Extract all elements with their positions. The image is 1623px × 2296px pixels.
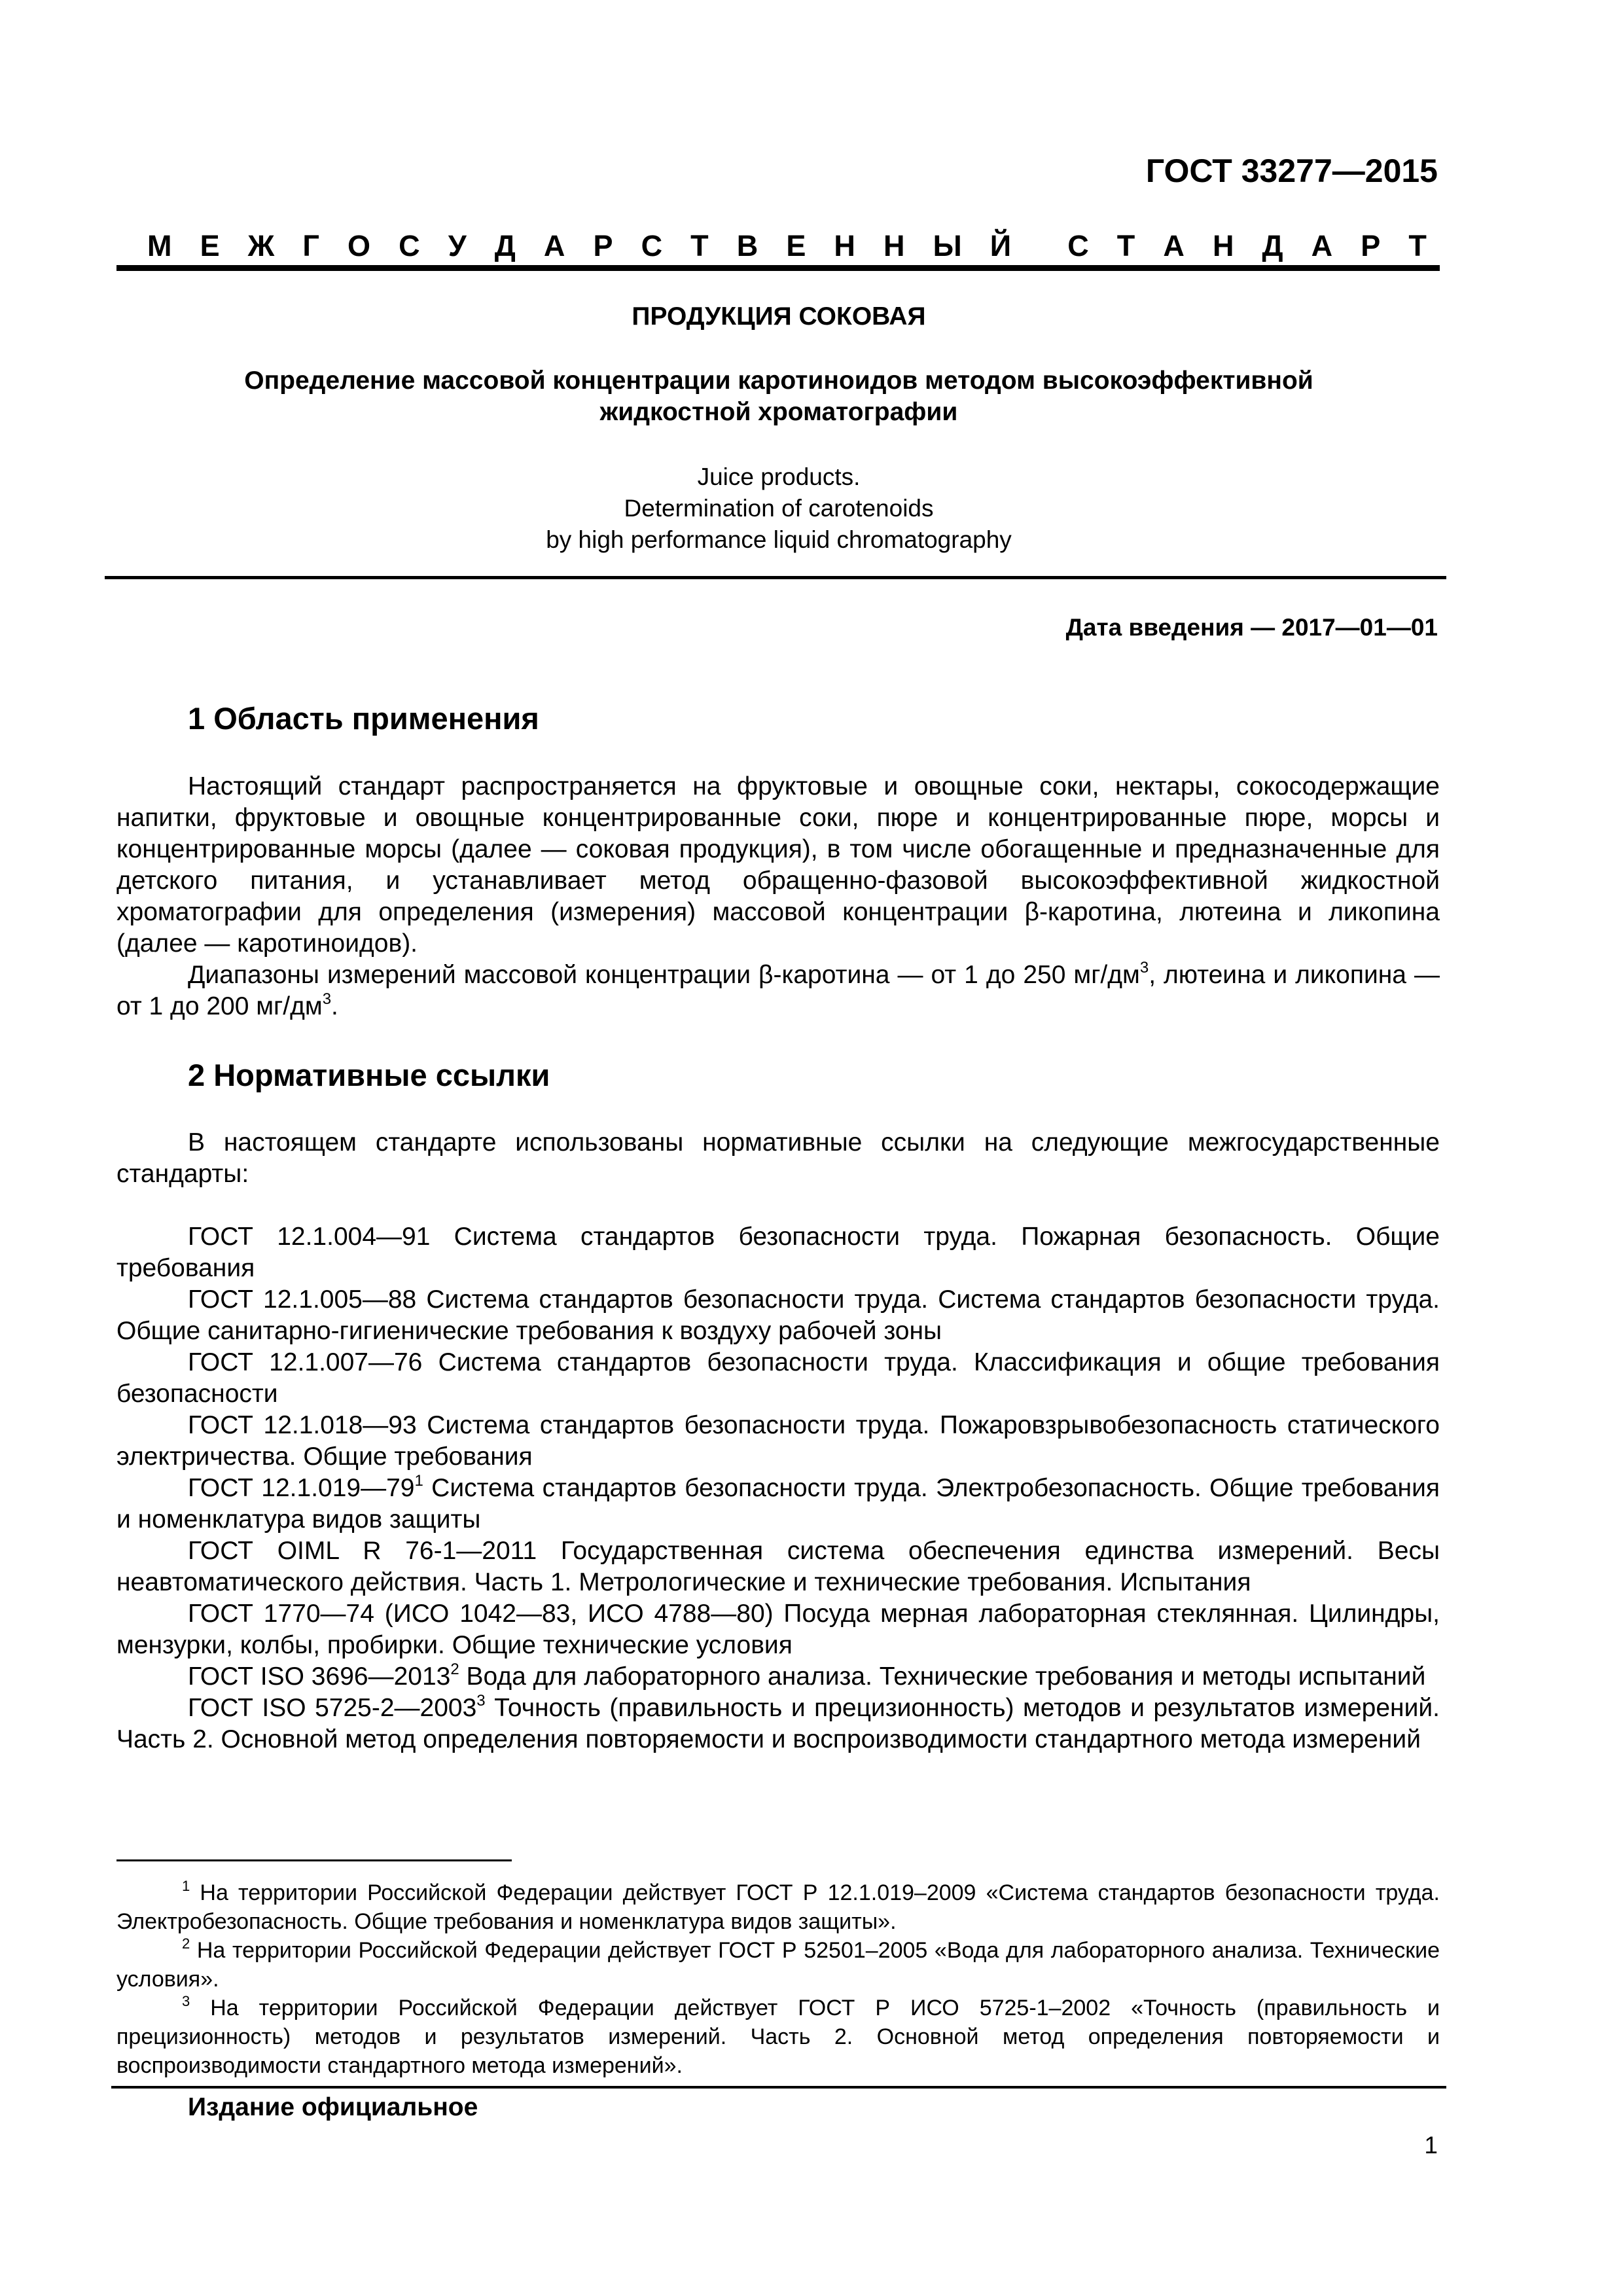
banner-letter: С [1067,229,1089,262]
reference-item: ГОСТ 1770—74 (ИСО 1042—83, ИСО 4788—80) Посуда мерная лабораторная стеклянная. Цилиндры, мензурки, колбы, пробирки. Общие технические условия [116,1600,1440,1659]
banner-letter: Р [593,229,613,262]
footnote [116,1936,1440,1994]
subtitle-line: Определение массовой концентрации каротиноидов методом высокоэффективной [244,367,1313,395]
english-title-line: Juice products. [697,463,861,490]
banner-letter: Й [990,229,1012,262]
section-2-heading: 2 Нормативные ссылки [188,1058,550,1092]
banner-letter: Т [1408,229,1427,262]
document-subtitle [170,365,1387,428]
header-rule [116,265,1440,271]
reference-item [116,1473,1440,1535]
section-1-heading: 1 Область применения [188,701,539,736]
reference-item: ГОСТ OIML R 76-1—2011 Государственная система обеспечения единства измерений. Весы неавтоматического действия. Часть 1. Метрологические и технические требования. Испытания [116,1537,1440,1596]
subtitle-line: жидкостной хроматографии [599,398,958,426]
banner-letter: Ж [247,229,275,262]
reference-item: ГОСТ 12.1.007—76 Система стандартов безопасности труда. Классификация и общие требования безопасности [116,1348,1440,1408]
banner-letter: А [543,229,565,262]
reference-item [116,1661,1440,1693]
document-title: ПРОДУКЦИЯ СОКОВАЯ [632,302,926,331]
english-title-line: Determination of carotenoids [624,495,934,522]
banner-letter: С [641,229,663,262]
section-1-ranges-paragraph [116,960,1440,1022]
banner-letter: Р [1361,229,1381,262]
superscript: 3 [1139,959,1149,977]
footnotes [116,1878,1440,2080]
reference-item: ГОСТ 12.1.005—88 Система стандартов безопасности труда. Система стандартов безопасности труда. Общие санитарно-гигиенические требования к воздуху рабочей зоны [116,1285,1440,1345]
footnote-text: На территории Российской Федерации действует ГОСТ Р 52501–2005 «Вода для лабораторного анализа. Технические условия». [116,1938,1440,1992]
section-1-paragraph: Настоящий стандарт распространяется на фруктовые и овощные соки, нектары, сокосодержащие напитки, фруктовые и овощные концентрированные соки, пюре и концентрированные пюре, морсы и концентрированные морсы (далее — соковая продукция), в том числе обогащенные и предназначенные для детского питания, и устанавливает метод обращенно-фазовой высокоэффективной жидкостной хроматографии для определения (измерения) массовой концентрации β-каротина, лютеина и ликопина (далее — каротиноидов). [116,772,1440,958]
banner-letter: Е [200,229,220,262]
normative-references-list [116,1221,1440,1755]
reference-item: ГОСТ 12.1.018—93 Система стандартов безопасности труда. Пожаровзрывобезопасность статического электричества. Общие требования [116,1411,1440,1471]
reference-item [116,1693,1440,1755]
ranges-text: , лютеина и ликопина — от 1 до 200 мг/дм [116,961,1440,1020]
bottom-rule [111,2086,1446,2089]
section-1-body [116,771,1440,1022]
banner-letter: С [399,229,420,262]
footnote-mark: 2 [450,1660,459,1678]
superscript: 3 [322,990,332,1008]
banner-letter: А [1163,229,1185,262]
reference-title: Вода для лабораторного анализа. Технические требования и методы испытаний [459,1662,1426,1691]
banner-letter: Т [690,229,709,262]
footnote-number: 2 [182,1935,190,1952]
section-2-intro-paragraph: В настоящем стандарте использованы нормативные ссылки на следующие межгосударственные стандарты: [116,1128,1440,1188]
ranges-text: Диапазоны измерений массовой концентрации β-каротина — от 1 до 250 мг/дм [188,961,1140,989]
banner-letter: Т [1116,229,1135,262]
banner-letter: Н [834,229,855,262]
page-number: 1 [1424,2132,1438,2159]
ranges-text: . [331,992,338,1020]
section-2-intro [116,1127,1440,1190]
footnote-mark: 3 [476,1692,486,1710]
footnote-text: На территории Российской Федерации действует ГОСТ Р ИСО 5725-1–2002 «Точность (правильность и прецизионность) методов и результатов измерений. Часть 2. Основной метод определения повторяемости и воспроизводимости стандартного метода измерений». [116,1996,1440,2078]
banner-letter: Н [1212,229,1234,262]
footnote-number: 1 [182,1878,190,1894]
footnote-text: На территории Российской Федерации действует ГОСТ Р 12.1.019–2009 «Система стандартов безопасности труда. Электробезопасность. Общие требования и номенклатура видов защиты». [116,1880,1440,1934]
banner-letter: Е [786,229,806,262]
interstate-standard-banner [147,229,1427,263]
reference-title: Точность (правильность и прецизионность) методов и результатов измерений. Часть 2. Основной метод определения повторяемости и воспроизводимости стандартного метода измерений [116,1694,1440,1753]
footnote-separator [116,1859,512,1861]
banner-letter: Д [494,229,516,262]
footnote [116,1994,1440,2080]
banner-letter: Ы [933,229,962,262]
reference-title: Система стандартов безопасности труда. Электробезопасность. Общие требования и номенклатура видов защиты [116,1474,1440,1534]
banner-letter: О [348,229,371,262]
banner-letter: Г [302,229,319,262]
banner-letter: А [1311,229,1333,262]
gost-number: ГОСТ 33277—2015 [1145,152,1438,189]
reference-code: ГОСТ ISO 3696—2013 [188,1662,451,1691]
banner-letter: Н [883,229,905,262]
introduction-date: Дата введения — 2017—01—01 [1065,614,1438,641]
english-title [0,461,1558,556]
banner-letter: В [736,229,758,262]
english-title-line: by high performance liquid chromatography [546,526,1012,553]
banner-letter: У [448,229,467,262]
reference-code: ГОСТ ISO 5725-2—2003 [188,1694,477,1722]
banner-letter: М [147,229,172,262]
title-rule [105,576,1446,579]
footnote [116,1878,1440,1936]
footnote-number: 3 [182,1993,190,2009]
edition-label: Издание официальное [188,2093,478,2121]
reference-code: ГОСТ 12.1.019—79 [188,1474,415,1502]
footnote-mark: 1 [414,1472,423,1490]
banner-letter: Д [1262,229,1283,262]
reference-item: ГОСТ 12.1.004—91 Система стандартов безопасности труда. Пожарная безопасность. Общие требования [116,1223,1440,1282]
